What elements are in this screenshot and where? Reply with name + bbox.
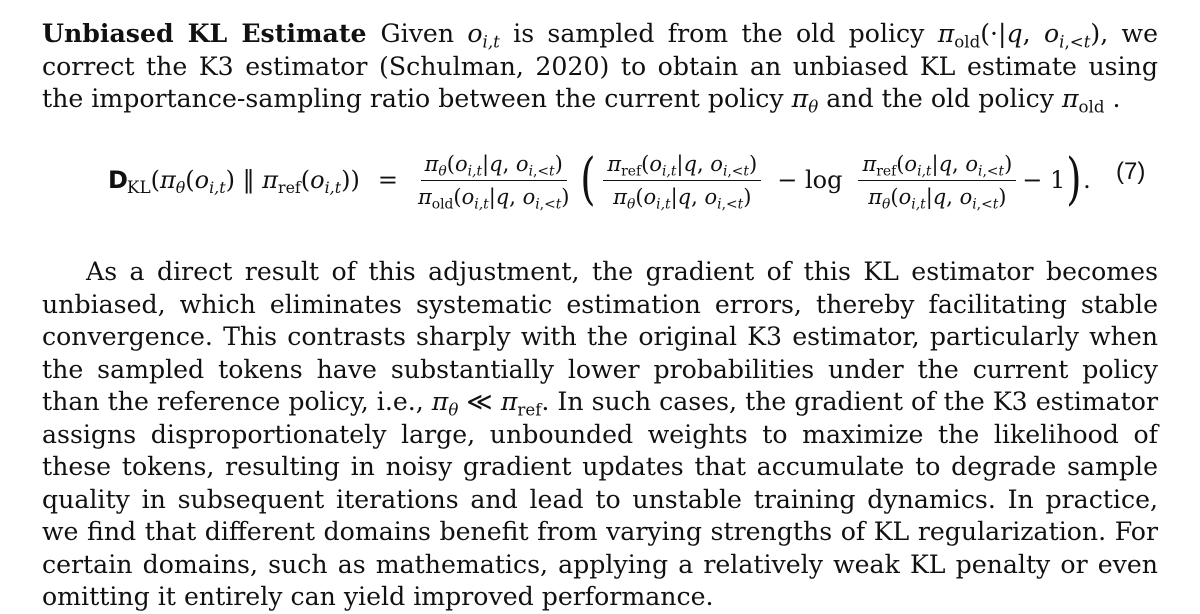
math-pi-old: $\pi_{old}$ xyxy=(1061,84,1105,117)
minus-one: − 1 xyxy=(1022,166,1066,194)
math-o-it: $o_{i,t}$ xyxy=(467,19,500,52)
equation-lhs: $D_{KL}(\pi_\theta(o_{i,t})$ ‖ $\pi_{ref}(o_{i,t})$) xyxy=(108,166,360,198)
p1-text-b: is sampled from the old policy xyxy=(499,19,938,48)
equation-period: . xyxy=(1083,166,1091,194)
paragraph-gradient-discussion xyxy=(42,256,1158,614)
equals-sign: = xyxy=(377,166,398,194)
ref-ratio-fraction: $\frac{\pi_{ref}(o_{i,t}|q, o_{i,<t})}{\pi_\theta(o_{i,t}|q, o_{i,<t})}$ xyxy=(603,151,761,210)
p1-text-c: , we correct the K3 estimator (Schulman, 2020) to obtain an unbiased KL estimate using the importance-sampling ratio between the current policy xyxy=(42,19,1158,113)
math-pi-theta-ll-pi-ref: $\pi_\theta$ ≪ $\pi_{ref}$ xyxy=(431,387,542,420)
equation-number: (7) xyxy=(1116,158,1146,185)
left-paren: ( xyxy=(580,147,597,212)
importance-ratio-fraction: $\frac{\pi_\theta(o_{i,t}|q, o_{i,<t})}{\pi_{old}(o_{i,t}|q, o_{i,<t})}$ xyxy=(417,151,570,212)
paragraph-heading: Unbiased KL Estimate xyxy=(42,18,367,48)
p1-text-e: . xyxy=(1104,84,1121,113)
math-pi-theta: $\pi_\theta$ xyxy=(791,84,819,117)
minus-log: − log xyxy=(777,166,843,194)
p1-text-d: and the old policy xyxy=(818,84,1062,113)
p2-text-b: . In such cases, the gradient of the K3 estimator assigns disproportionately large, unbounded weights to maximize the likelihood of these tokens, resulting in noisy gradient updates that accumulate to degrade sample quality in subsequent iterations and lead to unstable training dynamics. In practice, we find that different domains benefit from varying strengths of KL regularization. For certain domains, such as mathematics, applying a relatively weak KL penalty or even omitting it entirely can yield improved performance. xyxy=(42,387,1158,611)
log-ratio-fraction: $\frac{\pi_{ref}(o_{i,t}|q, o_{i,<t})}{\pi_\theta(o_{i,t}|q, o_{i,<t})}$ xyxy=(858,151,1016,210)
paragraph-unbiased-kl xyxy=(42,17,1158,116)
p1-text-a: Given xyxy=(380,19,468,48)
p2-text-a: As a direct result of this adjustment, the gradient of this KL estimator becomes unbiased, which eliminates systematic estimation errors, thereby facilitating stable convergence. This contrasts sharply with the original K3 estimator, particularly when the sampled tokens have substantially lower probabilities under the current policy than the reference policy, i.e., xyxy=(42,257,1158,416)
equation-kl-estimate xyxy=(108,130,1168,230)
right-paren: ) xyxy=(1066,147,1082,212)
math-pi-old-cond: $\pi_{old}(\cdot|q$, $o_{i,<t}$) xyxy=(937,19,1101,52)
